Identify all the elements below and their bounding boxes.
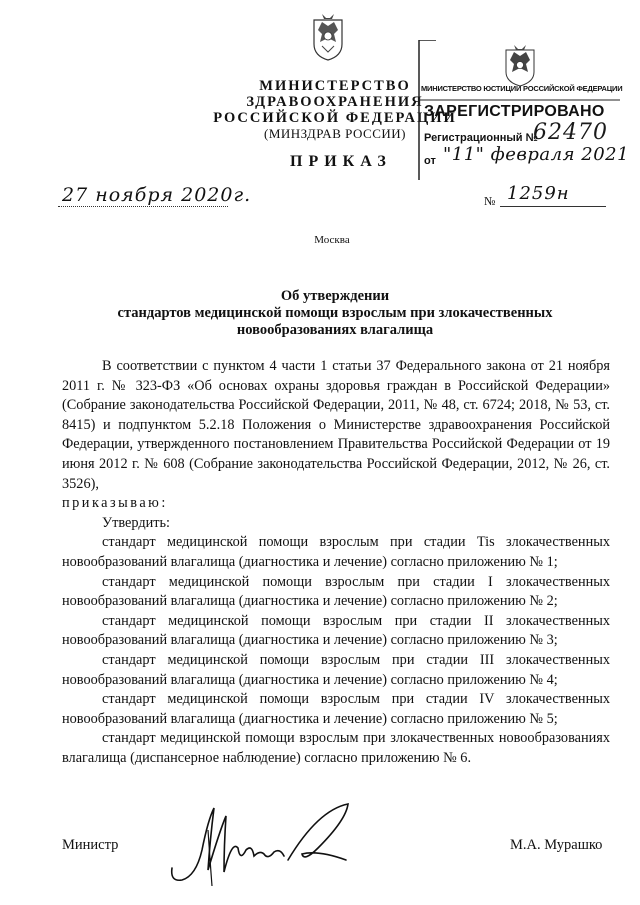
order-date: 27 ноября 2020г. <box>62 184 252 206</box>
stamp-emblem-icon <box>498 42 542 88</box>
document-body <box>62 357 610 768</box>
city: Москва <box>314 234 350 246</box>
list-item: стандарт медицинской помощи взрослым при стадии III злокачественных новообразований влагалища (диагностика и лечение) согласно приложению № 4; <box>62 651 610 688</box>
order-number-label: № <box>484 194 496 208</box>
ministry-short-name: (МИНЗДРАВ РОССИИ) <box>263 126 406 141</box>
date-underline <box>58 206 228 207</box>
list-item: стандарт медицинской помощи взрослым при стадии Tis злокачественных новообразований влагалища (диагностика и лечение) согласно приложению № 1; <box>62 534 610 570</box>
state-emblem-icon <box>308 10 348 62</box>
list-item: стандарт медицинской помощи взрослым при стадии II злокачественных новообразований влагалища (диагностика и лечение) согласно приложению № 3; <box>62 612 610 649</box>
stamp-date-value: "11" февраля 2021 <box>443 144 630 165</box>
stamp-status: ЗАРЕГИСТРИРОВАНО <box>424 103 605 120</box>
title-line3: новообразованиях влагалища <box>236 322 434 338</box>
signatory-position: Министр <box>62 837 119 853</box>
preamble-paragraph: В соответствии с пунктом 4 части 1 статьи 37 Федерального закона от 21 ноября 2011 г. № 323-ФЗ «Об основах охраны здоровья граждан в Российской Федерации» (Собрание законодательства Российской Федерации, 2011, № 48, ст. 6724; 2018, № 53, ст. 8415) и подпунктом 5.2.18 Положения о Министерстве здравоохранения Российской Федерации, утвержденного постановлением Правительства Российской Федерации от 19 июня 2012 г. № 608 (Собрание законодательства Российской Федерации, 2012, № 26, ст. 3526), <box>62 358 610 492</box>
number-underline <box>500 206 606 207</box>
ministry-name-line2: РОССИЙСКОЙ ФЕДЕРАЦИИ <box>213 110 457 126</box>
stamp-reg-number: 62470 <box>533 120 608 145</box>
order-word: приказываю: <box>62 495 168 512</box>
order-number: 1259н <box>507 183 570 204</box>
approve-heading: Утвердить: <box>102 514 171 531</box>
signatory-name: М.А. Мурашко <box>510 837 603 853</box>
stamp-organization: МИНИСТЕРСТВО ЮСТИЦИИ РОССИЙСКОЙ ФЕДЕРАЦИИ <box>421 84 623 93</box>
list-item: стандарт медицинской помощи взрослым при злокачественных новообразованиях влагалища (диспансерное наблюдение) согласно приложению № 6. <box>62 730 610 766</box>
handwritten-signature <box>168 790 368 890</box>
title-line1: Об утверждении <box>280 288 390 304</box>
stamp-reg-number-label: Регистрационный № <box>424 132 538 144</box>
title-line2: стандартов медицинской помощи взрослым при злокачественных <box>117 305 553 321</box>
list-item: стандарт медицинской помощи взрослым при стадии I злокачественных новообразований влагалища (диагностика и лечение) согласно приложению № 2; <box>62 573 610 610</box>
document-type: ПРИКАЗ <box>290 153 392 170</box>
ministry-name-line1: МИНИСТЕРСТВО ЗДРАВООХРАНЕНИЯ <box>246 78 424 110</box>
stamp-date-label: от <box>424 155 436 167</box>
list-item: стандарт медицинской помощи взрослым при стадии IV злокачественных новообразований влагалища (диагностика и лечение) согласно приложению № 5; <box>62 691 610 727</box>
document-title <box>80 288 590 339</box>
